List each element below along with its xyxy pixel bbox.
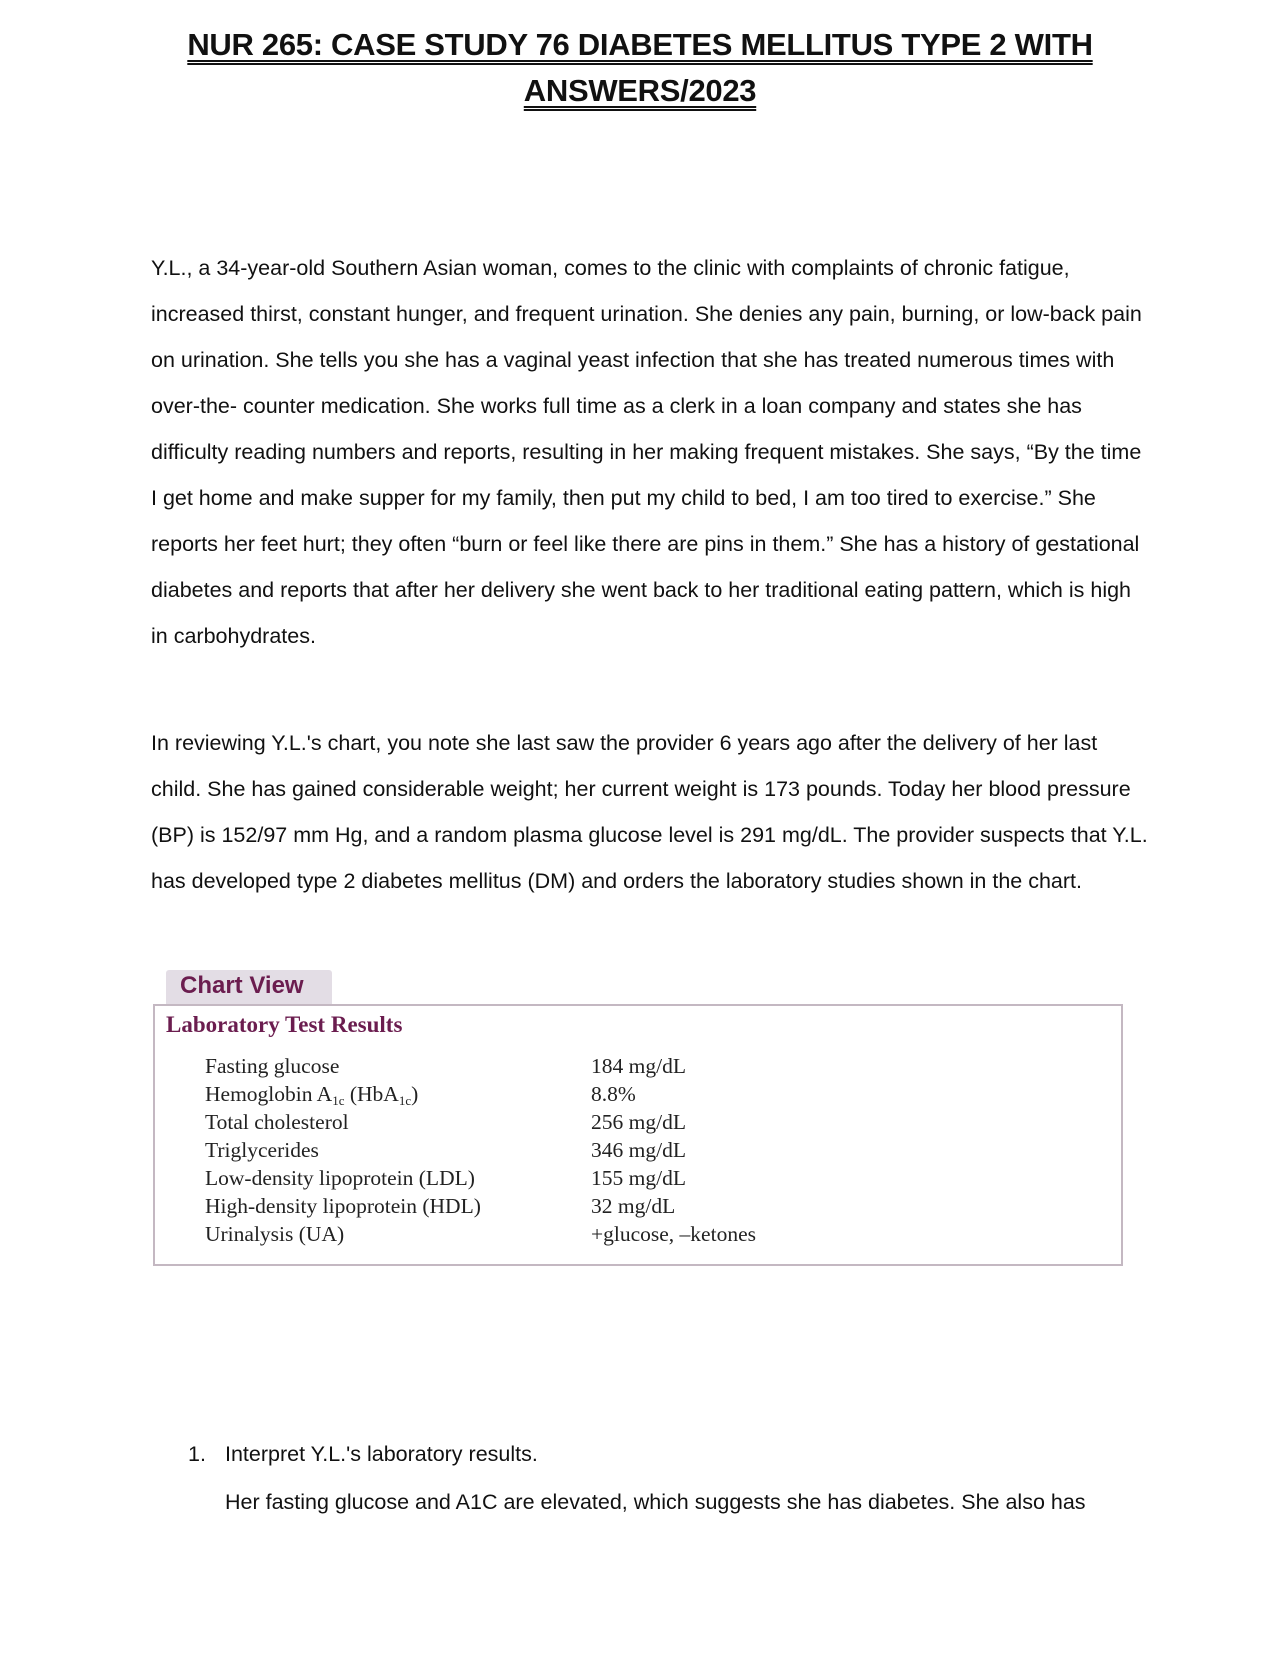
lab-name: High-density lipoprotein (HDL) [205, 1194, 481, 1218]
lab-row-fasting-glucose [205, 1054, 1105, 1082]
chart-view-tab-label: Chart View [180, 972, 304, 999]
lab-value: 8.8% [591, 1082, 636, 1106]
lab-name-subscript: 1c [332, 1093, 345, 1108]
lab-name: Fasting glucose [205, 1054, 340, 1078]
case-paragraph-1: Y.L., a 34-year-old Southern Asian woman, comes to the clinic with complaints of chronic fatigue, increased thirst, constant hunger, and frequent urination. She denies any pain, burning, or low-back pain on urination. She tells you she has a vaginal yeast infection that she has treated numerous times with over-the- counter medication. She works full time as a clerk in a loan company and states she has difficulty reading numbers and reports, resulting in her making frequent mistakes. She says, “By the time I get home and make supper for my family, then put my child to bed, I am too tired to exercise.” She reports her feet hurt; they often “burn or feel like there are pins in them.” She has a history of gestational diabetes and reports that after her delivery she went back to her traditional eating pattern, which is high in carbohydrates. [151, 256, 1142, 648]
lab-name-part: (HbA [344, 1082, 399, 1106]
lab-name-part: Hemoglobin A [205, 1082, 333, 1106]
lab-name-subscript: 1c [398, 1093, 412, 1108]
title-line-1: NUR 265: CASE STUDY 76 DIABETES MELLITUS TYPE 2 WITH [187, 27, 1093, 62]
lab-value: 155 mg/dL [591, 1166, 686, 1190]
lab-value: +glucose, –ketones [591, 1222, 756, 1246]
lab-row-total-cholesterol [205, 1110, 1105, 1138]
answer-text: Her fasting glucose and A1C are elevated, which suggests she has diabetes. She also has [225, 1490, 1086, 1514]
lab-name [205, 1082, 418, 1109]
case-paragraph-2: In reviewing Y.L.'s chart, you note she last saw the provider 6 years ago after the delivery of her last child. She has gained considerable weight; her current weight is 173 pounds. Today her blood pressure (BP) is 152/97 mm Hg, and a random plasma glucose level is 291 mg/dL. The provider suspects that Y.L. has developed type 2 diabetes mellitus (DM) and orders the laboratory studies shown in the chart. [151, 731, 1148, 893]
lab-value: 256 mg/dL [591, 1110, 686, 1134]
lab-name: Triglycerides [205, 1138, 319, 1162]
lab-results-heading: Laboratory Test Results [166, 1012, 403, 1037]
title-line-2: ANSWERS/2023 [523, 73, 757, 108]
document-title [150, 22, 1130, 114]
lab-name: Total cholesterol [205, 1110, 349, 1134]
question-text: Interpret Y.L.'s laboratory results. [225, 1442, 538, 1466]
lab-row-hba1c [205, 1082, 1105, 1110]
lab-row-hdl [205, 1194, 1105, 1222]
lab-value: 184 mg/dL [591, 1054, 686, 1078]
lab-row-urinalysis [205, 1222, 1105, 1250]
lab-name: Low-density lipoprotein (LDL) [205, 1166, 475, 1190]
lab-value: 32 mg/dL [591, 1194, 676, 1218]
question-number: 1. [188, 1442, 206, 1466]
lab-row-ldl [205, 1166, 1105, 1194]
lab-name-part: ) [411, 1082, 419, 1106]
lab-row-triglycerides [205, 1138, 1105, 1166]
lab-value: 346 mg/dL [591, 1138, 686, 1162]
lab-name: Urinalysis (UA) [205, 1222, 345, 1246]
